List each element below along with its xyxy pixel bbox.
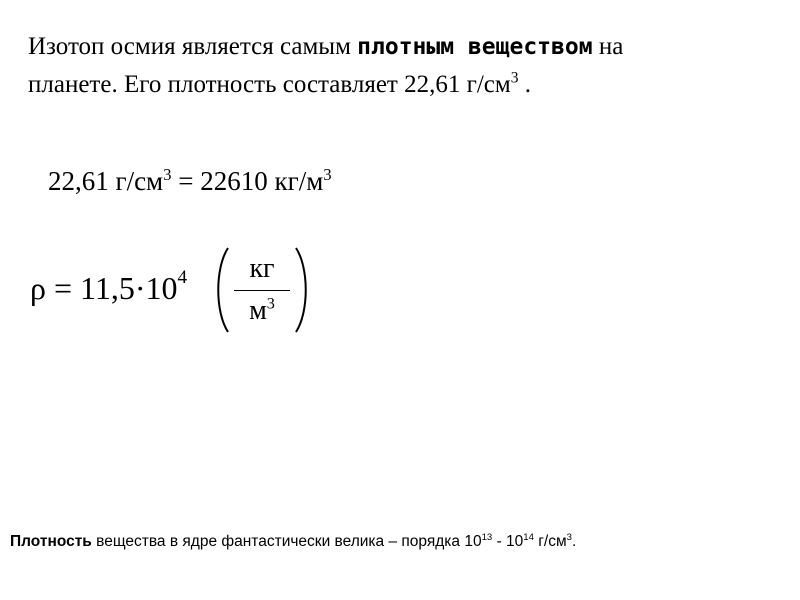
note-exp-1: 13 xyxy=(481,531,493,543)
left-paren-icon xyxy=(212,244,232,336)
intro-text-start: Изотоп осмия является самым xyxy=(28,33,358,60)
fraction-denominator-exponent: 3 xyxy=(266,294,275,313)
note-exp-2: 14 xyxy=(523,531,534,543)
formula-lhs-text: ρ = 11,5·10 xyxy=(30,270,178,306)
note-text-3: г/см xyxy=(533,533,567,550)
intro-bold-phrase: плотным веществом xyxy=(357,34,593,60)
note-text-2: - 10 xyxy=(492,533,524,550)
note-text-1: вещества в ядре фантастически велика – порядка 10 xyxy=(91,533,482,550)
fraction-denominator-unit: м xyxy=(249,295,267,326)
formula-power: 4 xyxy=(177,267,188,289)
equation-rhs-exponent: 3 xyxy=(323,165,332,184)
equation-lhs-exponent: 3 xyxy=(163,165,172,184)
density-formula xyxy=(30,244,330,336)
unit-conversion-equation xyxy=(48,164,332,198)
equation-rhs: = 22610 кг/м xyxy=(171,166,324,196)
unit-fraction xyxy=(230,250,294,330)
fraction-denominator xyxy=(230,294,294,328)
intro-exponent: 3 xyxy=(510,69,519,87)
formula-lhs xyxy=(30,268,187,308)
note-bold-word: Плотность xyxy=(10,533,92,550)
intro-text-end: . xyxy=(518,71,531,98)
intro-paragraph xyxy=(28,28,708,104)
intro-text-density: на планете. Его плотность составляет 22,61 г/см xyxy=(28,33,624,98)
note-exp-3: 3 xyxy=(566,531,572,543)
equation-lhs: 22,61 г/см xyxy=(48,166,164,196)
right-paren-icon xyxy=(292,244,312,336)
fraction-numerator: кг xyxy=(249,253,275,284)
note-text-4: . xyxy=(571,533,577,550)
nuclear-density-note xyxy=(10,532,576,552)
fraction-bar xyxy=(234,290,290,291)
